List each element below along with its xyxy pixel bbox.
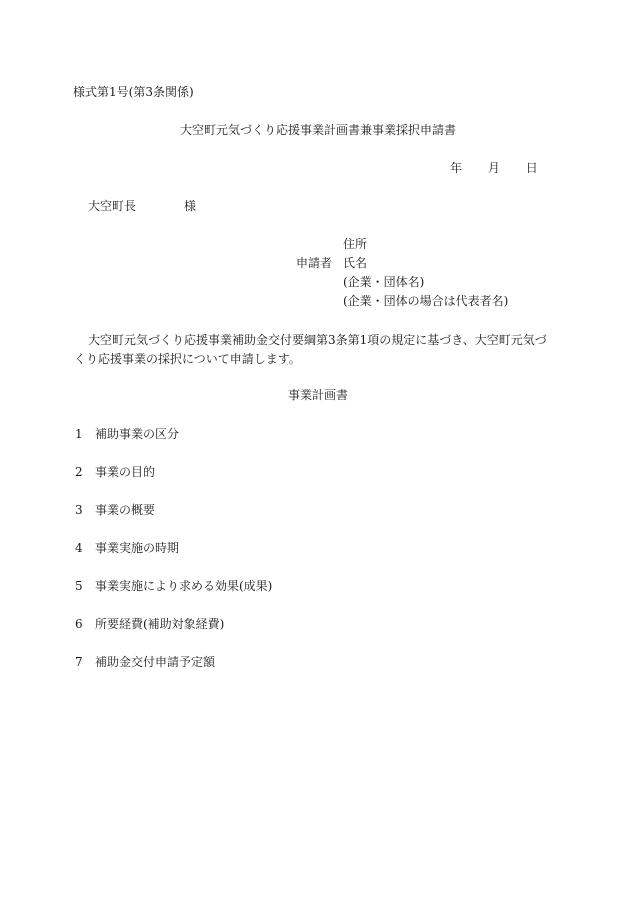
plan-item-label: 所要経費(補助対象経費) — [95, 617, 225, 631]
plan-item-number: 6 — [75, 617, 83, 631]
applicant-label: 申請者 — [296, 256, 333, 270]
plan-item-number: 1 — [75, 427, 83, 441]
plan-item-label: 事業実施により求める効果(成果) — [95, 579, 273, 593]
date-year: 年 — [450, 161, 463, 175]
plan-item — [75, 466, 155, 478]
plan-item-number: 2 — [75, 465, 83, 479]
plan-item-label: 事業の概要 — [95, 503, 156, 517]
application-statement: 大空町元気づくり応援事業補助金交付要綱第3条第1項の規定に基づき、大空町元気づくり応援事業の採択について申請します。 — [74, 333, 547, 366]
document-title: 大空町元気づくり応援事業計画書兼事業採択申請書 — [180, 123, 457, 137]
form-number: 様式第1号(第3条関係) — [73, 85, 194, 99]
addressee-name: 大空町長 — [88, 199, 137, 213]
plan-item — [75, 656, 215, 668]
plan-item-label: 事業の目的 — [95, 465, 156, 479]
plan-item-label: 補助金交付申請予定額 — [95, 655, 216, 669]
plan-item — [75, 504, 155, 516]
applicant-name-label: 氏名 — [343, 256, 368, 270]
plan-item — [75, 542, 179, 554]
plan-item-number: 7 — [75, 655, 83, 669]
addressee — [88, 200, 196, 212]
plan-item-number: 4 — [75, 541, 83, 555]
plan-item-number: 5 — [75, 579, 83, 593]
applicant-address-label: 住所 — [343, 237, 368, 251]
plan-item-label: 補助事業の区分 — [95, 427, 180, 441]
plan-heading: 事業計画書 — [288, 388, 349, 402]
date-day: 日 — [525, 161, 538, 175]
plan-item — [75, 428, 179, 440]
plan-item — [75, 580, 272, 592]
applicant-company-label: (企業・団体名) — [343, 275, 425, 289]
date-line — [450, 162, 538, 174]
plan-item-number: 3 — [75, 503, 83, 517]
date-month: 月 — [487, 161, 500, 175]
plan-item — [75, 618, 224, 630]
addressee-honorific: 様 — [184, 199, 197, 213]
plan-item-label: 事業実施の時期 — [95, 541, 180, 555]
applicant-representative-label: (企業・団体の場合は代表者名) — [343, 294, 509, 308]
